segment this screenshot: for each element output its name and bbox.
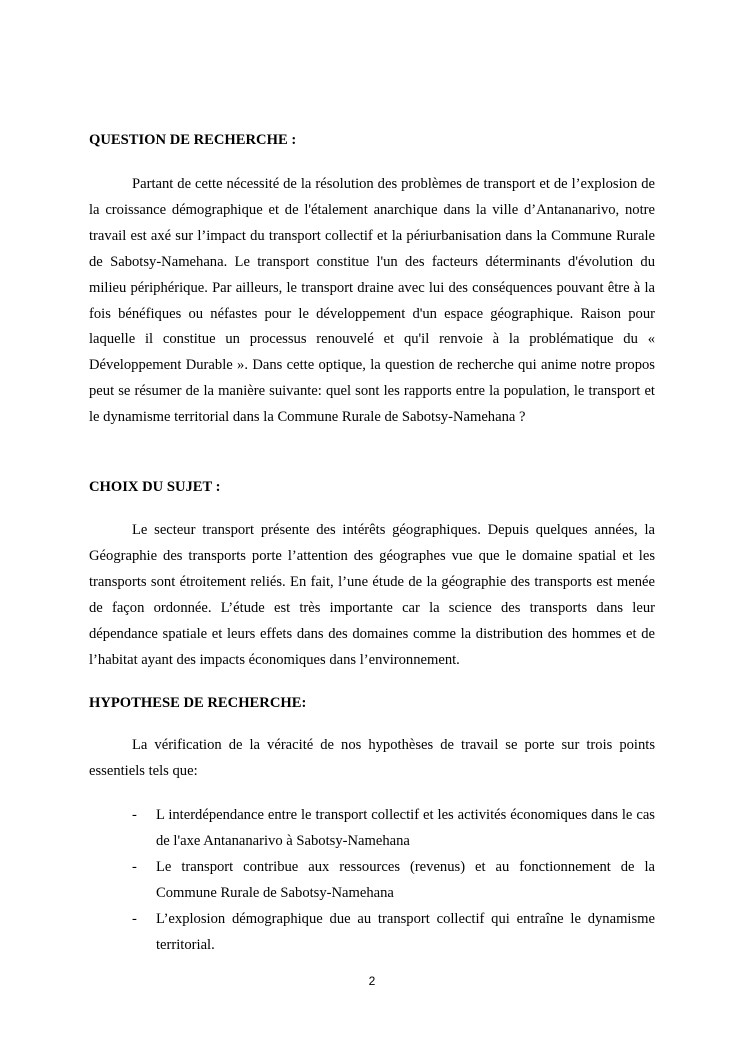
list-item <box>89 906 655 958</box>
list-item-text: Le transport contribue aux ressources (revenus) et au fonctionnement de la Commune Rurale de Sabotsy-Namehana <box>156 859 655 901</box>
bullet-marker: - <box>132 859 137 875</box>
bullet-marker: - <box>132 911 137 927</box>
choix-paragraph: Le secteur transport présente des intérêts géographiques. Depuis quelques années, la Géographie des transports porte l’attention des géographes vue que le domaine spatial et les transports sont étroitement reliés. En fait, l’une étude de la géographie des transports est menée de façon ordonnée. L’étude est très importante car la science des transports dans leur dépendance spatiale et leurs effets dans des domaines comme la distribution des hommes et de l’habitat ayant des impacts économiques dans l’environnement. <box>89 522 655 668</box>
bullet-marker: - <box>132 807 137 823</box>
question-paragraph: Partant de cette nécessité de la résolution des problèmes de transport et de l’explosion de la croissance démographique et de l'étalement anarchique dans la ville d’Antananarivo, notre travail est axé sur l’impact du transport collectif et la périurbanisation dans la Commune Rurale de Sabotsy-Namehana. Le transport constitue l'un des facteurs déterminants d'évolution du milieu périphérique. Par ailleurs, le transport draine avec lui des conséquences pouvant être à la fois bénéfiques ou néfastes pour le développement d'un espace géographique. Raison pour laquelle il constitue un processus renouvelé et qu'il renvoie à la problématique du « Développement Durable ». Dans cette optique, la question de recherche qui anime notre propos peut se résumer de la manière suivante: quel sont les rapports entre la population, le transport et le dynamisme territorial dans la Commune Rurale de Sabotsy-Namehana ? <box>89 176 655 426</box>
choix-heading: CHOIX DU SUJET : <box>89 479 221 495</box>
list-item-text: L’explosion démographique due au transport collectif qui entraîne le dynamisme territorial. <box>156 911 655 953</box>
list-item <box>89 854 655 906</box>
hypothese-list <box>89 802 655 958</box>
list-item-text: L interdépendance entre le transport collectif et les activités économiques dans le cas de l'axe Antananarivo à Sabotsy-Namehana <box>156 807 655 849</box>
question-heading: QUESTION DE RECHERCHE : <box>89 132 297 148</box>
list-item <box>89 802 655 854</box>
hypothese-paragraph: La vérification de la véracité de nos hypothèses de travail se porte sur trois points essentiels tels que: <box>89 737 655 779</box>
hypothese-heading: HYPOTHESE DE RECHERCHE: <box>89 695 307 711</box>
page-number: 2 <box>368 974 376 988</box>
